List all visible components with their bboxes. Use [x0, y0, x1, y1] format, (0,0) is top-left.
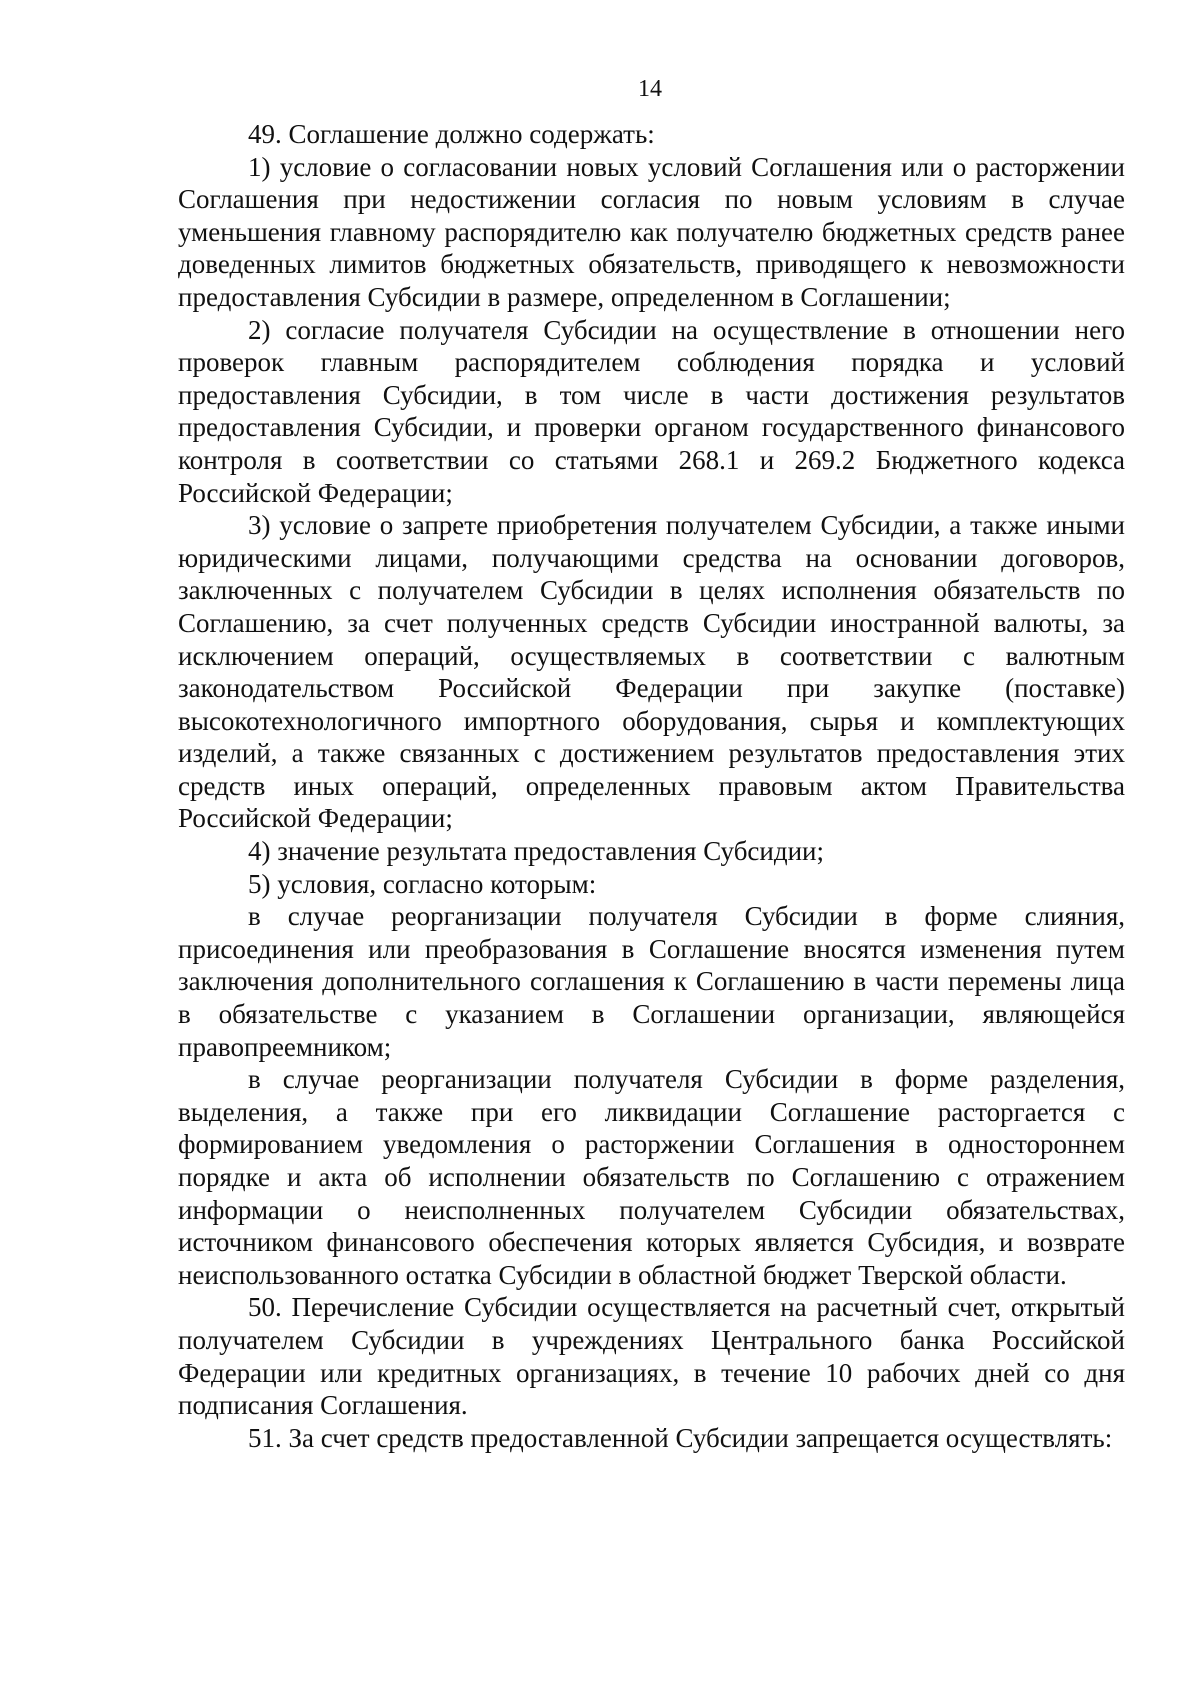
- paragraph-49-item-1: 1) условие о согласовании новых условий Соглашения или о расторжении Соглашения при недостижении согласия по новым условиям в случае уменьшения главному распорядителю как получателю бюджетных средств ранее доведенных лимитов бюджетных обязательств, приводящего к невозможности предоставления Субсидии в размере, определенном в Соглашении;: [178, 151, 1125, 312]
- page-number: 14: [638, 76, 662, 102]
- paragraph-50: 50. Перечисление Субсидии осуществляется на расчетный счет, открытый получателем Субсидии в учреждениях Центрального банка Российской Федерации или кредитных организациях, в течение 10 рабочих дней со дня подписания Соглашения.: [178, 1292, 1125, 1421]
- paragraph-49-item-3: 3) условие о запрете приобретения получателем Субсидии, а также иными юридическими лицами, получающими средства на основании договоров, заключенных с получателем Субсидии в целях исполнения обязательств по Соглашению, за счет полученных средств Субсидии иностранной валюты, за исключением операций, осуществляемых в соответствии с валютным законодательством Российской Федерации при закупке (поставке) высокотехнологичного импортного оборудования, сырья и комплектующих изделий, а также связанных с достижением результатов предоставления этих средств иных операций, определенных правовым актом Правительства Российской Федерации;: [178, 510, 1125, 834]
- paragraph-49-item-5-division: в случае реорганизации получателя Субсидии в форме разделения, выделения, а также при его ликвидации Соглашение расторгается с формированием уведомления о расторжении Соглашения в одностороннем порядке и акта об исполнении обязательств по Соглашению с отражением информации о неисполненных получателем Субсидии обязательствах, источником финансового обеспечения которых является Субсидия, и возврате неиспользованного остатка Субсидии в областной бюджет Тверской области.: [178, 1064, 1125, 1290]
- document-body: [178, 118, 1125, 1454]
- paragraph-51: 51. За счет средств предоставленной Субсидии запрещается осуществлять:: [248, 1422, 1113, 1453]
- paragraph-49-item-5-merger: в случае реорганизации получателя Субсидии в форме слияния, присоединения или преобразования в Соглашение вносятся изменения путем заключения дополнительного соглашения к Соглашению в части перемены лица в обязательстве с указанием в Соглашении организации, являющейся правопреемником;: [178, 901, 1125, 1062]
- paragraph-49-item-4: 4) значение результата предоставления Субсидии;: [248, 836, 825, 867]
- paragraph-49-item-2: 2) согласие получателя Субсидии на осуществление в отношении него проверок главным распорядителем соблюдения порядка и условий предоставления Субсидии, в том числе в части достижения результатов предоставления Субсидии, и проверки органом государственного финансового контроля в соответствии со статьями 268.1 и 269.2 Бюджетного кодекса Российской Федерации;: [178, 314, 1125, 508]
- paragraph-49-item-5: 5) условия, согласно которым:: [248, 868, 597, 899]
- paragraph-49: 49. Соглашение должно содержать:: [248, 119, 655, 149]
